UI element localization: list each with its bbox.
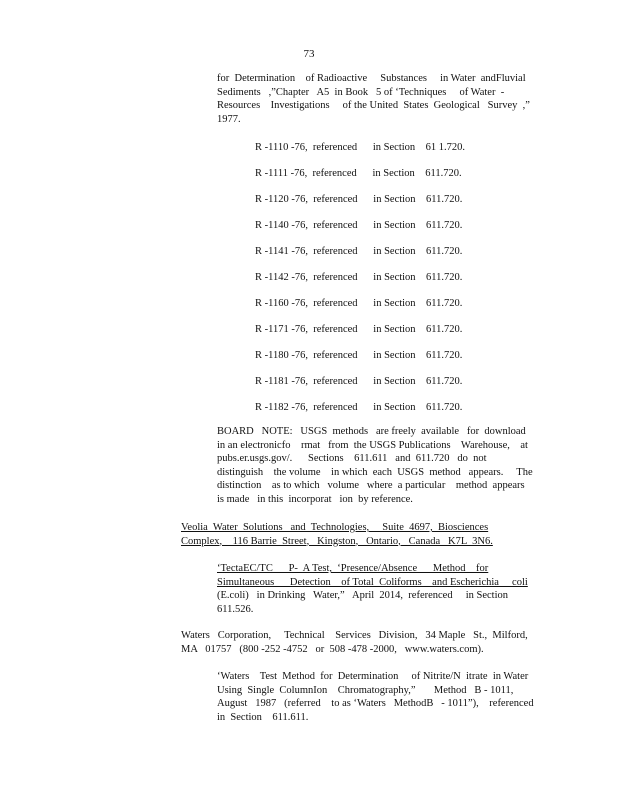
waters-method-line: August 1987 (referred to as ‘Waters MethodB - 1011”), referenced <box>217 698 534 709</box>
intro-line: Sediments ,”Chapter A5 in Book 5 of ‘Techniques of Water - <box>217 86 505 98</box>
intro-paragraph <box>217 72 530 126</box>
board-note-line: in an electronicfo rmat from the USGS Publications Warehouse, at <box>217 439 528 451</box>
board-note <box>217 425 539 506</box>
tecta-line: Simultaneous Detection of Total Coliforms and Escherichia coli <box>217 576 528 588</box>
veolia-entry <box>181 521 521 548</box>
intro-line: for Determination of Radioactive Substances in Water andFluvial <box>217 73 526 84</box>
intro-line: 1977. <box>217 113 241 125</box>
reference-item: R -1182 -76, referenced in Section 611.720. <box>255 402 463 413</box>
waters-method-line: Using Single ColumnIon Chromatography,” Method B - 1011, <box>217 684 514 696</box>
board-note-line: distinguish the volume in which each USGS method appears. The <box>217 466 533 478</box>
reference-item: R -1142 -76, referenced in Section 611.720. <box>255 272 463 283</box>
waters-method-reference <box>217 670 539 724</box>
tecta-line: ‘TectaEC/TC P- A Test, ‘Presence/Absence Method for <box>217 563 489 574</box>
waters-line: MA 01757 (800 -252 -4752 or 508 -478 -2000, www.waters.com). <box>181 643 484 655</box>
board-note-line: pubs.er.usgs.gov/. Sections 611.611 and 611.720 do not <box>217 453 487 464</box>
reference-list <box>255 141 465 427</box>
reference-item: R -1120 -76, referenced in Section 611.720. <box>255 194 463 205</box>
tecta-line: (E.coli) in Drinking Water,” April 2014, referenced in Section <box>217 590 509 601</box>
tecta-reference <box>217 562 539 616</box>
intro-line: Resources Investigations of the United States Geological Survey ,” <box>217 100 530 111</box>
reference-item: R -1160 -76, referenced in Section 611.720. <box>255 298 463 309</box>
tecta-line: 611.526. <box>217 603 254 615</box>
reference-item: R -1110 -76, referenced in Section 61 1.720. <box>255 142 466 153</box>
reference-item: R -1140 -76, referenced in Section 611.720. <box>255 220 463 231</box>
reference-item: R -1181 -76, referenced in Section 611.720. <box>255 376 463 387</box>
board-note-line: is made in this incorporat ion by reference. <box>217 493 413 505</box>
reference-item: R -1111 -76, referenced in Section 611.720. <box>255 168 462 179</box>
veolia-line: Veolia Water Solutions and Technologies, Suite 4697, Biosciences <box>181 522 489 533</box>
waters-method-line: ‘Waters Test Method for Determination of Nitrite/N itrate in Water <box>217 671 529 682</box>
reference-item: R -1180 -76, referenced in Section 611.720. <box>255 350 463 361</box>
reference-item: R -1171 -76, referenced in Section 611.720. <box>255 324 463 335</box>
waters-entry <box>181 629 541 656</box>
page-number: 73 <box>303 48 315 60</box>
waters-method-line: in Section 611.611. <box>217 711 309 723</box>
veolia-line: Complex, 116 Barrie Street, Kingston, Ontario, Canada K7L 3N6. <box>181 535 493 547</box>
waters-line: Waters Corporation, Technical Services Division, 34 Maple St., Milford, <box>181 630 528 641</box>
reference-item: R -1141 -76, referenced in Section 611.720. <box>255 246 463 257</box>
board-note-line: BOARD NOTE: USGS methods are freely available for download <box>217 426 526 437</box>
board-note-line: distinction as to which volume where a particular method appears <box>217 480 525 491</box>
